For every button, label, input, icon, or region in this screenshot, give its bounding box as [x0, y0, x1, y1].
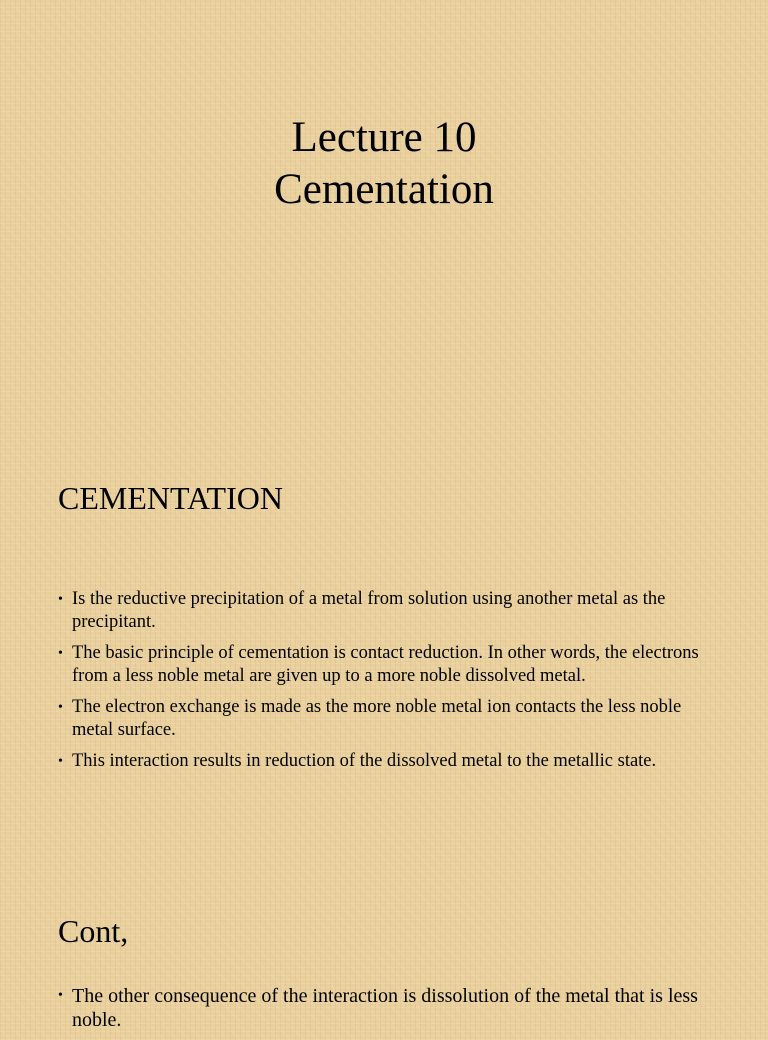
bullet-text: The electron exchange is made as the more noble metal ion contacts the less noble metal surface. — [72, 697, 682, 740]
bullet-marker: • — [58, 988, 63, 1003]
bullet-item — [58, 696, 720, 742]
bullet-text: The other consequence of the interaction is dissolution of the metal that is less noble. — [72, 985, 698, 1031]
bullet-text: The basic principle of cementation is contact reduction. In other words, the electrons from a less noble metal are given up to a more noble dissolved metal. — [72, 643, 699, 686]
bullet-marker: • — [58, 646, 63, 661]
slide-heading: CEMENTATION — [58, 480, 283, 516]
bullet-marker: • — [58, 592, 63, 607]
bullet-item — [58, 750, 720, 773]
bullet-item — [58, 642, 720, 688]
bullet-text: Is the reductive precipitation of a metal from solution using another metal as the precipitant. — [72, 589, 666, 632]
cementation-slide — [0, 432, 768, 864]
bullet-item — [58, 588, 720, 634]
slide-heading: Cont, — [58, 913, 129, 949]
bullet-list — [58, 984, 720, 1040]
cont-slide — [0, 864, 768, 1031]
title-line-1: Lecture 10 — [291, 114, 477, 161]
bullet-marker: • — [58, 700, 63, 715]
title-slide — [0, 0, 768, 432]
slide-title — [0, 112, 768, 216]
bullet-item — [58, 984, 720, 1032]
bullet-marker: • — [58, 754, 63, 769]
bullet-text: This interaction results in reduction of the dissolved metal to the metallic state. — [72, 751, 657, 771]
bullet-list — [58, 588, 720, 781]
title-line-2: Cementation — [274, 166, 494, 213]
